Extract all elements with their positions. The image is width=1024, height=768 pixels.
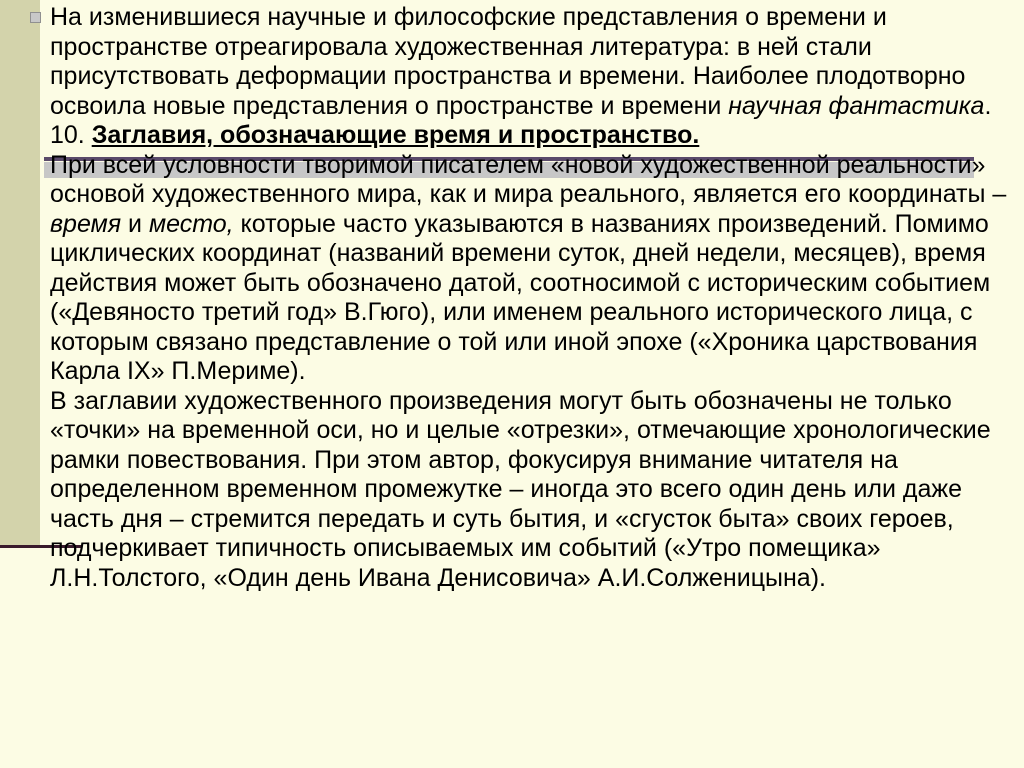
square-bullet-icon bbox=[30, 12, 41, 23]
para1-text-end: которые часто указываются в названиях произведений. Помимо циклических координат (названий времени суток, дней недели, месяцев), время действия может быть обозначено датой, соотносимой с историческим событием («Девяносто третий год» В.Гюго), или именем реального исторического лица, с которым связано представление о той или иной эпохе («Хроника царствования Карла IX» П.Мериме). bbox=[50, 209, 991, 385]
heading-number: 10. bbox=[50, 121, 92, 149]
intro-text: На изменившиеся научные и философские представления о времени и пространстве отреагировала художественная литература: в ней стали присутствовать деформации пространства и времени. Наиболее плодотворно освоила новые представления о пространстве и времени bbox=[50, 3, 966, 120]
intro-paragraph bbox=[50, 3, 1010, 121]
left-decorative-bar bbox=[0, 0, 40, 548]
para1-italic-place: место, bbox=[148, 209, 234, 238]
section-heading bbox=[50, 121, 1010, 151]
para1-italic-time: время bbox=[50, 209, 122, 238]
para1-text-mid: и bbox=[121, 209, 149, 238]
heading-title: Заглавия, обозначающие время и пространство. bbox=[91, 121, 700, 149]
intro-end: . bbox=[984, 91, 992, 120]
intro-italic-term: научная фантастика bbox=[728, 91, 985, 120]
slide-text-body bbox=[50, 3, 1010, 593]
paragraph-time-segments: В заглавии художественного произведения могут быть обозначены не только «точки» на временной оси, но и целые «отрезки», отмечающие хронологические рамки повествования. При этом автор, фокусируя внимание читателя на определенном временном промежутке – иногда это всего один день или даже часть дня – стремится передать и суть бытия, и «сгусток быта» своих героев, подчеркивает типичность описываемых им событий («Утро помещика» Л.Н.Толстого, «Один день Ивана Денисовича» А.И.Солженицына). bbox=[50, 386, 991, 592]
paragraph-coordinates bbox=[50, 151, 1010, 387]
para1-text-start: При всей условности творимой писателем «новой художественной реальности» основой художественного мира, как и мира реального, является его координаты – bbox=[50, 150, 1007, 208]
